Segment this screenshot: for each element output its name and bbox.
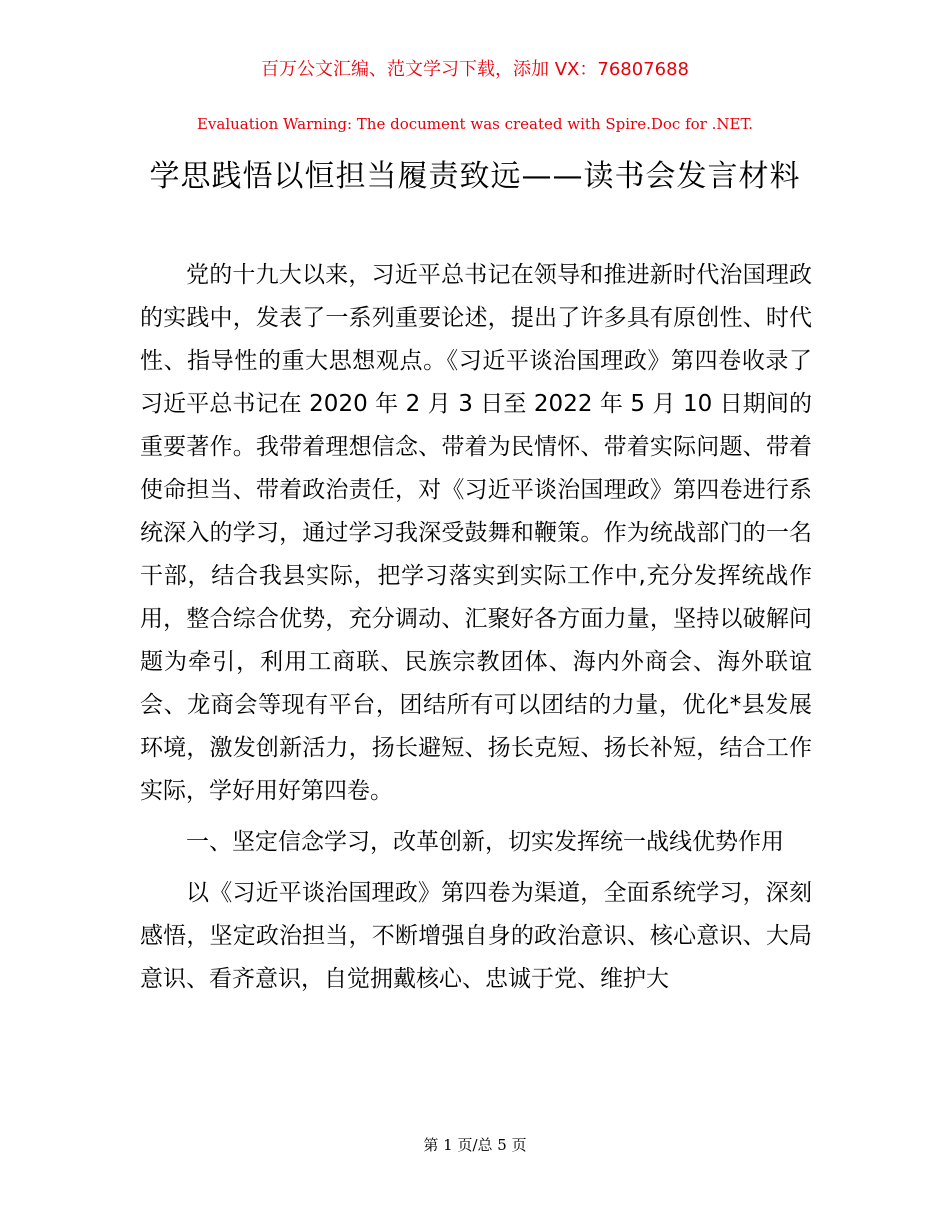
evaluation-warning: Evaluation Warning: The document was created with Spire.Doc for .NET. (196, 115, 754, 133)
document-title: 学思践悟以恒担当履责致远——读书会发言材料 (149, 159, 801, 194)
page-indicator: 第 1 页/总 5 页 (423, 1136, 527, 1154)
section-heading-1: 一、坚定信念学习，改革创新，切实发挥统一战线优势作用 (186, 829, 784, 855)
document-body (140, 254, 812, 1009)
promo-header: 百万公文汇编、范文学习下载，添加 VX：76807688 (261, 59, 689, 80)
intro-paragraph: 党的十九大以来，习近平总书记在领导和推进新时代治国理政的实践中，发表了一系列重要论述，提出了许多具有原创性、时代性、指导性的重大思想观点。《习近平谈治国理政》第四卷收录了习近平总书记在 2020 年 2 月 3 日至 2022 年 5 月 10 日期间的重要著作。我带着理想信念、带着为民情怀、带着实际问题、带着使命担当、带着政治责任，对《习近平谈治国理政》第四卷进行系统深入的学习，通过学习我深受鼓舞和鞭策。作为统战部门的一名干部，结合我县实际，把学习落实到实际工作中,充分发挥统战作用，整合综合优势，充分调动、汇聚好各方面力量，坚持以破解问题为牵引，利用工商联、民族宗教团体、海内外商会、海外联谊会、龙商会等现有平台，团结所有可以团结的力量，优化*县发展环境，激发创新活力，扬长避短、扬长克短、扬长补短，结合工作实际，学好用好第四卷。 (140, 262, 812, 804)
section-paragraph-1: 以《习近平谈治国理政》第四卷为渠道，全面系统学习，深刻感悟，坚定政治担当，不断增强自身的政治意识、核心意识、大局意识、看齐意识，自觉拥戴核心、忠诚于党、维护大 (140, 880, 812, 992)
